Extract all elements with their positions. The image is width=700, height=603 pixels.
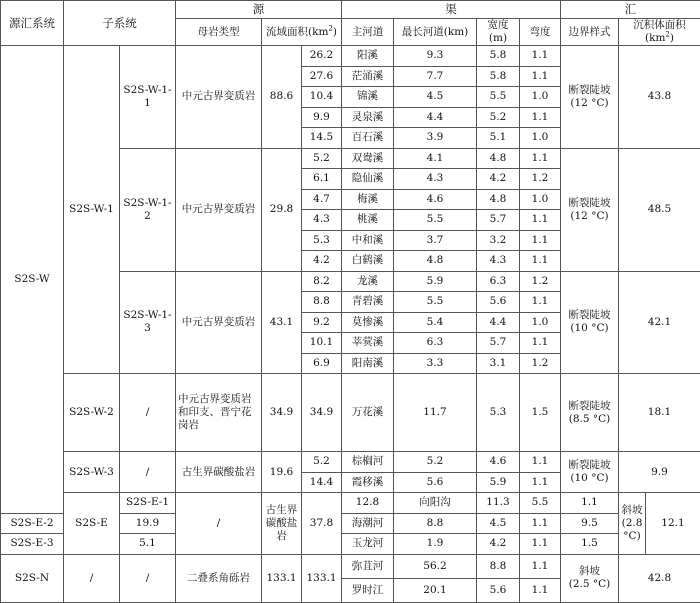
- width-cell: 5.8: [477, 46, 520, 67]
- river-cell: 白鹤溪: [342, 251, 394, 272]
- length-cell: 3.7: [394, 230, 477, 251]
- sinuosity-cell: 1.1: [520, 46, 561, 67]
- sinuosity-cell: 1.5: [520, 374, 561, 452]
- table-row: [1, 46, 700, 67]
- system-e: S2S-E: [64, 493, 120, 555]
- sinuosity-cell: 1.1: [520, 251, 561, 272]
- river-cell: 罗时江: [342, 578, 394, 602]
- sinuosity-cell: 1.1: [520, 292, 561, 313]
- bedrock-w3: 古生界碳酸盐岩: [176, 452, 262, 493]
- width-cell: 4.8: [477, 148, 520, 169]
- length-cell: 5.4: [394, 312, 477, 333]
- river-cell: 龙溪: [342, 271, 394, 292]
- table-row: [1, 554, 700, 578]
- length-cell: 3.9: [394, 128, 477, 149]
- length-cell: 4.5: [394, 87, 477, 108]
- deposit-w3: 9.9: [619, 452, 700, 493]
- sinuosity-cell: 1.0: [520, 189, 561, 210]
- length-cell: 4.3: [394, 169, 477, 190]
- sinuosity-cell: 1.1: [520, 333, 561, 354]
- header-bedrock-type: 母岩类型: [176, 19, 262, 46]
- subsystem-w3-slash: /: [120, 452, 176, 493]
- length-cell: 5.2: [394, 452, 477, 473]
- river-cell: 百石溪: [342, 128, 394, 149]
- subsystem-n-slash: /: [64, 554, 120, 602]
- boundary-w3: 断裂陡坡 (10 °C): [561, 452, 619, 493]
- header-sinuosity: 弯度: [520, 19, 561, 46]
- width-cell: 4.5: [477, 513, 520, 534]
- sinuosity-cell: 1.1: [520, 578, 561, 602]
- basin-area-cell: 9.2: [302, 312, 342, 333]
- deposit-n: 42.8: [619, 554, 700, 602]
- length-cell: 4.1: [394, 148, 477, 169]
- header-source: 源: [176, 1, 342, 19]
- sinuosity-cell: 1.1: [520, 148, 561, 169]
- length-cell: 11.7: [394, 374, 477, 452]
- header-subsystem: 子系统: [64, 1, 176, 46]
- length-cell: 3.3: [394, 353, 477, 374]
- boundary-w2: 断裂陡坡 (8.5 °C): [561, 374, 619, 452]
- river-cell: 青碧溪: [342, 292, 394, 313]
- system-w: S2S-W: [1, 46, 64, 514]
- basin-area-cell: 10.4: [302, 87, 342, 108]
- boundary-w1-3: 断裂陡坡 (10 °C): [561, 271, 619, 374]
- basin-area-cell: 5.2: [302, 148, 342, 169]
- basin-area-cell: 9.9: [302, 107, 342, 128]
- boundary-e: 斜坡 (2.8 °C): [619, 493, 646, 555]
- deposit-w1-2: 48.5: [619, 148, 700, 271]
- header-main-river: 主河道: [342, 19, 394, 46]
- length-cell: 11.3: [477, 493, 520, 514]
- basin-area-cell: 133.1: [302, 554, 342, 602]
- river-cell: 霞移溪: [342, 472, 394, 493]
- width-cell: 5.7: [477, 210, 520, 231]
- table-row: [1, 493, 700, 514]
- basin-area-cell: 6.9: [302, 353, 342, 374]
- length-cell: 5.9: [394, 271, 477, 292]
- sinuosity-cell: 1.1: [520, 513, 561, 534]
- river-cell: 双鸯溪: [342, 148, 394, 169]
- basin-area-cell: 6.1: [302, 169, 342, 190]
- subsystem-w3: S2S-W-3: [64, 452, 120, 493]
- bedrock-w1-2: 中元古界变质岩: [176, 148, 262, 271]
- river-cell: 弥苴河: [342, 554, 394, 578]
- total-area-w1-3: 43.1: [262, 271, 302, 374]
- deposit-cell: 9.5: [561, 513, 619, 534]
- boundary-w1-1: 断裂陡坡 (12 °C): [561, 46, 619, 149]
- sinuosity-cell: 1.0: [520, 312, 561, 333]
- width-cell: 5.8: [477, 66, 520, 87]
- length-cell: 4.4: [394, 107, 477, 128]
- width-cell: 5.6: [477, 292, 520, 313]
- basin-area-cell: 8.2: [302, 271, 342, 292]
- width-cell: 5.3: [477, 374, 520, 452]
- length-cell: 5.5: [394, 292, 477, 313]
- deposit-w1-1: 43.8: [619, 46, 700, 149]
- sinuosity-cell: 1.1: [561, 493, 619, 514]
- subsystem-w1: S2S-W-1: [64, 46, 120, 374]
- basin-area-cell: 4.7: [302, 189, 342, 210]
- width-cell: 3.2: [477, 230, 520, 251]
- width-cell: 8.8: [477, 554, 520, 578]
- length-cell: 8.8: [394, 513, 477, 534]
- width-cell: 5.6: [477, 578, 520, 602]
- width-cell: 3.1: [477, 353, 520, 374]
- header-sink: 汇: [561, 1, 700, 19]
- sinuosity-cell: 1.1: [520, 554, 561, 578]
- river-cell: 阳溪: [342, 46, 394, 67]
- basin-area-cell: 27.6: [302, 66, 342, 87]
- bedrock-w1-1: 中元古界变质岩: [176, 46, 262, 149]
- sinuosity-cell: 1.2: [520, 353, 561, 374]
- sinuosity-cell: 1.1: [520, 210, 561, 231]
- length-cell: 1.9: [394, 534, 477, 555]
- river-cell: 莘蓂溪: [342, 333, 394, 354]
- sinuosity-cell: 1.0: [520, 87, 561, 108]
- subsystem-w2: S2S-W-2: [64, 374, 120, 452]
- width-cell: 6.3: [477, 271, 520, 292]
- length-cell: 56.2: [394, 554, 477, 578]
- length-cell: 5.6: [394, 472, 477, 493]
- river-cell: 锦溪: [342, 87, 394, 108]
- width-cell: 5.5: [520, 493, 561, 514]
- river-cell: 海潮河: [342, 513, 394, 534]
- river-cell: 桃溪: [342, 210, 394, 231]
- sinuosity-cell: 1.1: [520, 452, 561, 473]
- subsystem-n-slash-2: /: [120, 554, 176, 602]
- bedrock-n: 二叠系角砾岩: [176, 554, 262, 602]
- subsystem-w1-3: S2S-W-1-3: [120, 271, 176, 374]
- sinuosity-cell: 1.2: [520, 271, 561, 292]
- basin-area-cell: 19.9: [120, 513, 176, 534]
- subsystem-w1-1: S2S-W-1-1: [120, 46, 176, 149]
- header-source-sink-system: 源汇系统: [1, 1, 64, 46]
- bedrock-w2: 中元古界变质岩和印支、晋宁花岗岩: [176, 374, 262, 452]
- sinuosity-cell: 1.1: [520, 107, 561, 128]
- length-cell: 9.3: [394, 46, 477, 67]
- subsystem-w2-slash: /: [120, 374, 176, 452]
- basin-area-cell: 5.1: [120, 534, 176, 555]
- width-cell: 5.5: [477, 87, 520, 108]
- subsystem-e-slash: /: [176, 493, 262, 555]
- total-area-n: 133.1: [262, 554, 302, 602]
- sinuosity-cell: 1.1: [520, 534, 561, 555]
- length-cell: 6.3: [394, 333, 477, 354]
- river-cell: 玉龙河: [342, 534, 394, 555]
- subsystem-e3: S2S-E-3: [1, 534, 64, 555]
- basin-area-cell: 14.5: [302, 128, 342, 149]
- sinuosity-cell: 1.1: [520, 230, 561, 251]
- boundary-w1-2: 断裂陡坡 (12 °C): [561, 148, 619, 271]
- header-deposit-area: 沉积体面积$(km^2)$: [619, 19, 700, 46]
- river-cell: 梅溪: [342, 189, 394, 210]
- basin-area-cell: 4.3: [302, 210, 342, 231]
- basin-area-cell: 10.1: [302, 333, 342, 354]
- width-cell: 4.2: [477, 169, 520, 190]
- bedrock-w1-3: 中元古界变质岩: [176, 271, 262, 374]
- length-cell: 7.7: [394, 66, 477, 87]
- system-n: S2S-N: [1, 554, 64, 602]
- basin-area-cell: 5.3: [302, 230, 342, 251]
- river-cell: 向阳沟: [394, 493, 477, 514]
- sinuosity-cell: 1.1: [520, 472, 561, 493]
- river-cell: 阳南溪: [342, 353, 394, 374]
- width-cell: 5.1: [477, 128, 520, 149]
- subsystem-e1: S2S-E-1: [120, 493, 176, 514]
- width-cell: 4.6: [477, 452, 520, 473]
- deposit-cell: 1.5: [561, 534, 619, 555]
- width-cell: 4.8: [477, 189, 520, 210]
- river-cell: 万花溪: [342, 374, 394, 452]
- basin-area-cell: 8.8: [302, 292, 342, 313]
- width-cell: 4.4: [477, 312, 520, 333]
- width-cell: 5.2: [477, 107, 520, 128]
- header-basin-area: 流域面积$(km^2)$: [262, 19, 342, 46]
- length-cell: 4.8: [394, 251, 477, 272]
- river-cell: 灵泉溪: [342, 107, 394, 128]
- subsystem-w1-2: S2S-W-1-2: [120, 148, 176, 271]
- basin-area-cell: 34.9: [302, 374, 342, 452]
- river-cell: 隐仙溪: [342, 169, 394, 190]
- header-width: 宽度(m): [477, 19, 520, 46]
- boundary-n: 斜坡 (2.5 °C): [561, 554, 619, 602]
- sinuosity-cell: 1.1: [520, 66, 561, 87]
- river-cell: 棕榈河: [342, 452, 394, 473]
- total-area-w1-1: 88.6: [262, 46, 302, 149]
- header-longest-channel: 最长河道(km): [394, 19, 477, 46]
- width-cell: 4.3: [477, 251, 520, 272]
- width-cell: 4.2: [477, 534, 520, 555]
- river-cell: 中和溪: [342, 230, 394, 251]
- river-cell: 莫惨溪: [342, 312, 394, 333]
- subsystem-e2: S2S-E-2: [1, 513, 64, 534]
- length-cell: 4.6: [394, 189, 477, 210]
- total-area-w1-2: 29.8: [262, 148, 302, 271]
- width-cell: 5.9: [477, 472, 520, 493]
- width-cell: 5.7: [477, 333, 520, 354]
- river-cell: 茫涌溪: [342, 66, 394, 87]
- deposit-total-e: 12.1: [646, 493, 700, 555]
- sinuosity-cell: 1.0: [520, 128, 561, 149]
- bedrock-e: 古生界碳酸盐岩: [262, 493, 302, 555]
- deposit-w1-3: 42.1: [619, 271, 700, 374]
- total-area-w2: 34.9: [262, 374, 302, 452]
- table-row: [1, 374, 700, 452]
- length-cell: 5.5: [394, 210, 477, 231]
- basin-area-cell: 14.4: [302, 472, 342, 493]
- total-area-w3: 19.6: [262, 452, 302, 493]
- basin-area-cell: 5.2: [302, 452, 342, 473]
- total-area-e: 37.8: [302, 493, 342, 555]
- header-boundary-style: 边界样式: [561, 19, 619, 46]
- sinuosity-cell: 1.2: [520, 169, 561, 190]
- basin-area-cell: 12.8: [342, 493, 394, 514]
- table-row: [1, 452, 700, 473]
- basin-area-cell: 4.2: [302, 251, 342, 272]
- deposit-w2: 18.1: [619, 374, 700, 452]
- length-cell: 20.1: [394, 578, 477, 602]
- header-channel: 渠: [342, 1, 561, 19]
- basin-area-cell: 26.2: [302, 46, 342, 67]
